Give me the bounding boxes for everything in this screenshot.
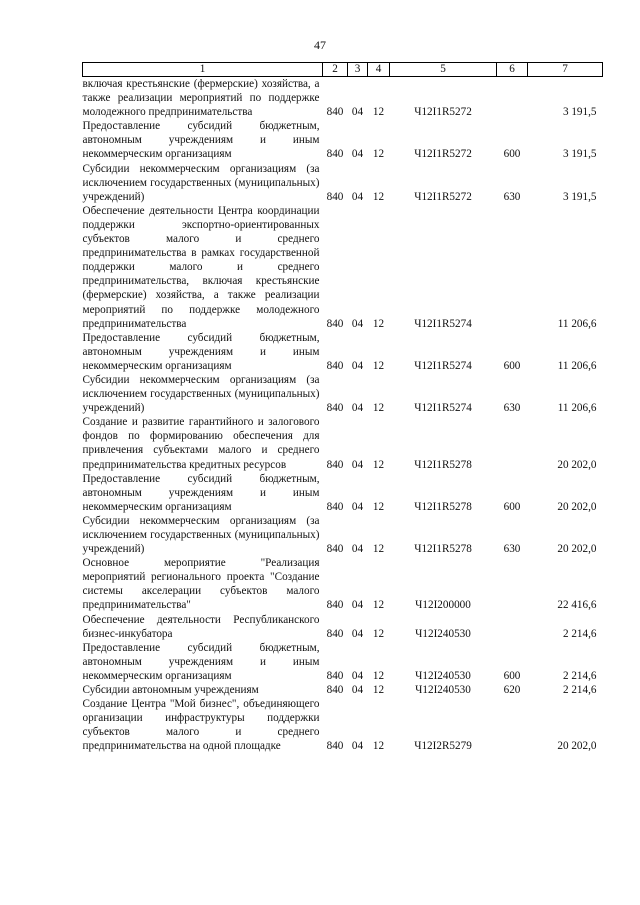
admin-code: 840 — [326, 627, 344, 640]
section-code: 04 — [351, 359, 364, 372]
admin-code: 840 — [326, 359, 344, 372]
expense-type-code — [497, 77, 528, 120]
row-description: Предоставление субсидий бюджетным, автономным учреждениям и иным некоммерческим организациям — [82, 641, 320, 682]
admin-code: 840 — [326, 317, 344, 330]
row-description: Основное мероприятие "Реализация мероприятий регионального проекта "Создание системы акселерации субъектов малого предпринимательства" — [82, 557, 320, 612]
admin-code: 840 — [326, 740, 344, 753]
expense-type-code — [497, 204, 528, 331]
admin-code: 840 — [326, 669, 344, 682]
subsection-code: 12 — [372, 190, 385, 203]
admin-code: 840 — [326, 599, 344, 612]
section-code: 04 — [351, 402, 364, 415]
column-header: 5 — [390, 63, 497, 77]
expense-type-code — [497, 613, 528, 641]
expense-type-code: 630 — [503, 543, 521, 556]
amount: 3 191,5 — [562, 190, 597, 203]
admin-code: 840 — [326, 106, 344, 119]
row-description: Субсидии некоммерческим организациям (за исключением государственных (муниципальных) учреждений) — [82, 373, 320, 415]
subsection-code: 12 — [372, 599, 385, 612]
row-description: Субсидии некоммерческим организациям (за исключением государственных (муниципальных) учреждений) — [82, 162, 320, 203]
target-article-code: Ч12I1R5272 — [414, 190, 472, 203]
target-article-code: Ч12I1R5278 — [414, 458, 472, 471]
amount: 11 206,6 — [557, 402, 597, 415]
section-code: 04 — [351, 627, 364, 640]
column-header: 6 — [497, 63, 528, 77]
table-row — [83, 556, 603, 612]
target-article-code: Ч12I200000 — [415, 599, 471, 612]
expense-type-code — [497, 415, 528, 471]
subsection-code: 12 — [372, 669, 385, 682]
amount: 20 202,0 — [557, 500, 597, 513]
expense-type-code: 630 — [503, 190, 521, 203]
subsection-code: 12 — [372, 627, 385, 640]
table-row — [83, 472, 603, 514]
admin-code: 840 — [326, 458, 344, 471]
row-description: Обеспечение деятельности Республиканского бизнес-инкубатора — [82, 613, 320, 640]
header-row — [83, 63, 603, 77]
admin-code: 840 — [326, 500, 344, 513]
amount: 11 206,6 — [557, 359, 597, 372]
subsection-code: 12 — [372, 458, 385, 471]
row-description: Предоставление субсидий бюджетным, автономным учреждениям и иным некоммерческим организациям — [82, 472, 320, 513]
expense-type-code: 600 — [503, 500, 521, 513]
target-article-code: Ч12I1R5274 — [414, 317, 472, 330]
column-header: 1 — [83, 63, 323, 77]
table-row — [83, 697, 603, 753]
amount: 3 191,5 — [562, 106, 597, 119]
amount: 2 214,6 — [562, 669, 597, 682]
amount: 20 202,0 — [557, 740, 597, 753]
section-code: 04 — [351, 599, 364, 612]
amount: 2 214,6 — [562, 627, 597, 640]
column-header: 7 — [528, 63, 603, 77]
row-description: Создание и развитие гарантийного и залогового фондов по формированию обеспечения для привлечения субъектами малого и среднего предпринимательства кредитных ресурсов — [82, 416, 320, 471]
subsection-code: 12 — [372, 740, 385, 753]
section-code: 04 — [351, 106, 364, 119]
section-code: 04 — [351, 458, 364, 471]
table-row — [83, 683, 603, 697]
section-code: 04 — [351, 190, 364, 203]
subsection-code: 12 — [372, 684, 385, 697]
section-code: 04 — [351, 500, 364, 513]
amount: 11 206,6 — [557, 317, 597, 330]
expense-type-code: 600 — [503, 669, 521, 682]
column-header: 2 — [323, 63, 348, 77]
table-row — [83, 514, 603, 556]
expense-type-code — [497, 556, 528, 612]
admin-code: 840 — [326, 148, 344, 161]
amount: 20 202,0 — [557, 543, 597, 556]
table-row — [83, 373, 603, 415]
admin-code: 840 — [326, 190, 344, 203]
expense-type-code: 620 — [503, 684, 521, 697]
expense-type-code: 630 — [503, 402, 521, 415]
table-row — [83, 331, 603, 373]
subsection-code: 12 — [372, 317, 385, 330]
section-code: 04 — [351, 684, 364, 697]
table-row — [83, 641, 603, 683]
target-article-code: Ч12I1R5272 — [414, 148, 472, 161]
table-row — [83, 162, 603, 204]
subsection-code: 12 — [372, 148, 385, 161]
section-code: 04 — [351, 543, 364, 556]
expense-type-code: 600 — [503, 359, 521, 372]
admin-code: 840 — [326, 402, 344, 415]
table-row — [83, 415, 603, 471]
row-description: Обеспечение деятельности Центра координации поддержки экспортно-ориентированных субъектов малого и среднего предпринимательства в рамках государственной поддержки малого и среднего предпринимательства, включая крестьянские (фермерские) хозяйства, а также реализации мероприятий по поддержке молодежного предпринимательства — [82, 204, 320, 330]
expense-type-code — [497, 697, 528, 753]
subsection-code: 12 — [372, 500, 385, 513]
row-description: Создание Центра "Мой бизнес", объединяющего организации инфраструктуры поддержки субъектов малого и среднего предпринимательства на одной площадке — [82, 698, 320, 753]
target-article-code: Ч12I240530 — [415, 627, 471, 640]
target-article-code: Ч12I1R5274 — [414, 359, 472, 372]
row-description: Субсидии автономным учреждениям — [82, 684, 259, 697]
target-article-code: Ч12I1R5272 — [414, 106, 472, 119]
table-row — [83, 77, 603, 120]
subsection-code: 12 — [372, 402, 385, 415]
section-code: 04 — [351, 148, 364, 161]
section-code: 04 — [351, 317, 364, 330]
page-number: 47 — [314, 38, 326, 52]
budget-table — [82, 62, 603, 754]
target-article-code: Ч12I1R5278 — [414, 543, 472, 556]
row-description: Предоставление субсидий бюджетным, автономным учреждениям и иным некоммерческим организациям — [82, 120, 320, 161]
amount: 22 416,6 — [557, 599, 597, 612]
section-code: 04 — [351, 740, 364, 753]
subsection-code: 12 — [372, 359, 385, 372]
table-row — [83, 204, 603, 331]
target-article-code: Ч12I2R5279 — [414, 740, 472, 753]
amount: 2 214,6 — [562, 684, 597, 697]
row-description: Субсидии некоммерческим организациям (за исключением государственных (муниципальных) учреждений) — [82, 514, 320, 556]
column-header: 3 — [348, 63, 368, 77]
column-header: 4 — [368, 63, 390, 77]
amount: 20 202,0 — [557, 458, 597, 471]
target-article-code: Ч12I1R5278 — [414, 500, 472, 513]
amount: 3 191,5 — [562, 148, 597, 161]
table-row — [83, 119, 603, 161]
row-description: включая крестьянские (фермерские) хозяйства, а также реализации мероприятий по поддержке молодежного предпринимательства — [82, 78, 320, 119]
admin-code: 840 — [326, 684, 344, 697]
subsection-code: 12 — [372, 106, 385, 119]
subsection-code: 12 — [372, 543, 385, 556]
expense-type-code: 600 — [503, 148, 521, 161]
target-article-code: Ч12I240530 — [415, 669, 471, 682]
admin-code: 840 — [326, 543, 344, 556]
section-code: 04 — [351, 669, 364, 682]
row-description: Предоставление субсидий бюджетным, автономным учреждениям и иным некоммерческим организациям — [82, 331, 320, 372]
target-article-code: Ч12I1R5274 — [414, 402, 472, 415]
target-article-code: Ч12I240530 — [415, 684, 471, 697]
table-row — [83, 613, 603, 641]
